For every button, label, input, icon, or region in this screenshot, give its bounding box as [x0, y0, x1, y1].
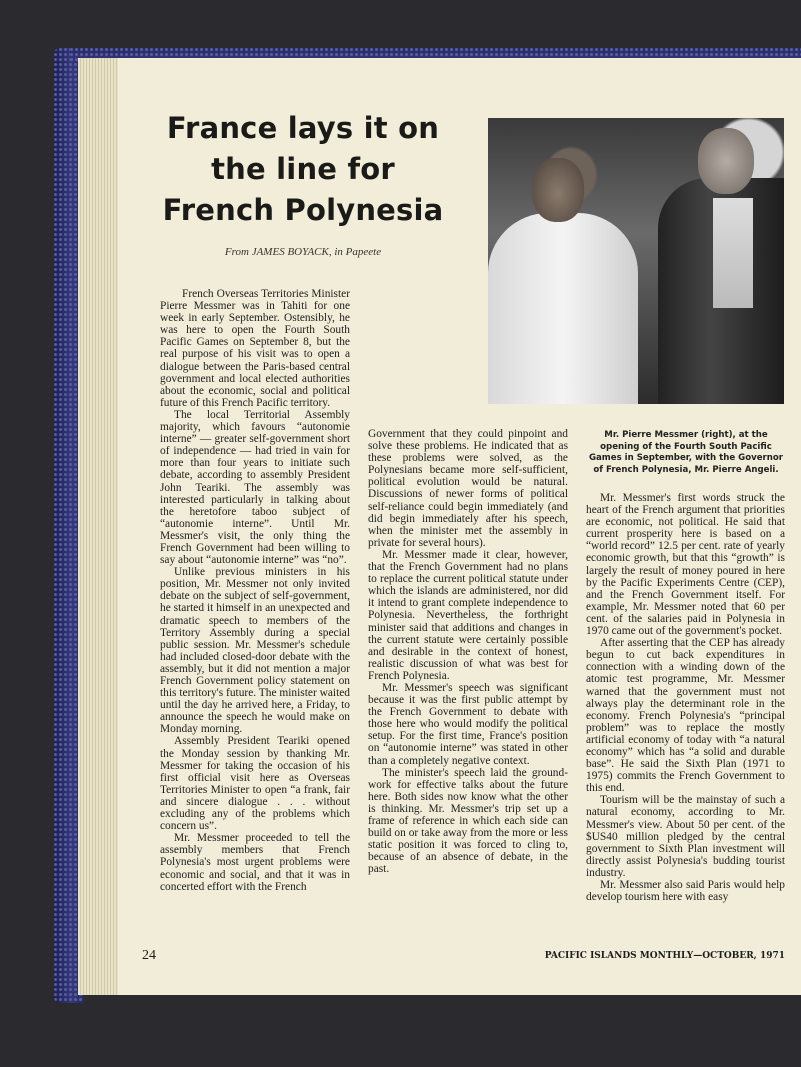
paragraph: Mr. Messmer also said Paris would help develop tourism here with easy — [586, 879, 785, 904]
paragraph: The minister's speech laid the ground-work for effective talks about the future here. Both sides now know what the other is thinking. Mr. Messmer's trip set up a frame of reference in which each side can build on or take away from the more or less static position it was forced to cling to, because of an absence of debate, in the past. — [368, 766, 568, 876]
running-footer: PACIFIC ISLANDS MONTHLY—OCTOBER, 1971 — [544, 951, 785, 961]
photo-head-right — [698, 128, 754, 194]
title-line: the line for — [211, 152, 395, 186]
photo-caption: Mr. Pierre Messmer (right), at the opening of the Fourth South Pacific Games in September, with the Governor of French Polynesia, Mr. Pierre Angeli. — [588, 430, 784, 475]
paragraph: Assembly President Teariki opened the Monday session by thanking Mr. Messmer for taking the occasion of his first official visit here as Overseas Territories Minister to open “a frank, fair and sincere dialogue . . . without excluding any of the problems which concern us”. — [160, 735, 350, 833]
paragraph: Government that they could pinpoint and solve these problems. He indicated that as these problems were solved, as the Polynesians became more self-sufficient, political evolution would be natural. Discussions of newer forms of political self-reliance could begin immediately (and did begin immediately after his speech, when the minister met the assembly in private for several hours). — [368, 428, 568, 549]
text-column-1 — [160, 288, 350, 893]
article-title — [158, 108, 448, 231]
byline: From JAMES BOYACK, in Papeete — [224, 246, 382, 258]
page-number: 24 — [142, 948, 156, 963]
photo-shirt-right — [713, 198, 753, 308]
paragraph: The local Territorial Assembly majority, which favours “autonomie interne” — greater self-government short of independence — had tried in vain for more than four years to initiate such debate, according to assembly President John Teariki. The assembly was interested particularly in talking about the heretofore taboo subject of “autonomie interne”. Until Mr. Messmer's visit, the only thing the French Government had been willing to say about “autonomie interne” was “no”. — [160, 408, 350, 567]
text-column-3 — [586, 492, 785, 903]
paragraph: Mr. Messmer's speech was significant because it was the first public attempt by the French Government to debate with those here who would modify the political setup. For the first time, France's position on “autonomie interne” was stated in other than a completely negative context. — [368, 681, 568, 767]
paragraph: Mr. Messmer proceeded to tell the assembly members that French Polynesia's most urgent problems were economic and social, and that it was in concerted effort with the French — [160, 832, 350, 893]
article-photo — [488, 118, 784, 404]
paragraph: Mr. Messmer made it clear, however, that the French Government had no plans to replace the current political statute under which the islands are administered, nor did it intend to grant complete independence to Polynesia. Nevertheless, the forthright minister said that additions and changes in the current statute were certainly possible and desirable in the context of honest, realistic discussion of what was best for French Polynesia. — [368, 548, 568, 682]
paragraph: Mr. Messmer's first words struck the heart of the French argument that priorities are economic, not political. He said that current prosperity here is based on a “world record” 12.5 per cent. rate of yearly economic growth, but that this “growth” is largely the result of money poured in here by the Pacific Experiments Centre (CEP), and the French Government itself. For example, Mr. Messmer noted that 60 per cent. of the salaries paid in Polynesia in 1970 came out of the government's pocket. — [586, 492, 785, 638]
title-line: French Polynesia — [162, 193, 444, 227]
paragraph: After asserting that the CEP has already begun to cut back expenditures in connection with a winding down of the atomic test programme, Mr. Messmer warned that the government must not always play the determinant role in the economy. French Polynesia's “principal problem” was to replace the mostly artificial economy of today with “a natural economy” which has “a solid and durable base”. He said the Sixth Plan (1971 to 1975) commits the French Government to this end. — [586, 637, 785, 795]
paragraph: French Overseas Territories Minister Pierre Messmer was in Tahiti for one week in early September. Ostensibly, he was here to open the Fourth South Pacific Games on September 8, but the real purpose of his visit was to open a dialogue between the Paris-based central government and local elected authorities about the economic, social and political future of this French Pacific territory. — [160, 288, 350, 409]
photo-figure-left — [488, 213, 638, 404]
paragraph: Unlike previous ministers in his position, Mr. Messmer not only invited debate on the subject of self-government, he started it himself in an unexpected and dramatic speech to members of the Territory Assembly during a special public session. Mr. Messmer's schedule had included closed-door debate with the assembly, but it did not mention a major French Government policy statement on this territory's future. The minister waited until the day he arrived here, a Friday, to announce the speech he would make on Monday morning. — [160, 566, 350, 736]
paragraph: Tourism will be the mainstay of such a natural economy, according to Mr. Messmer's view. About 50 per cent. of the $US40 million pledged by the central government to Sixth Plan investment will directly assist Polynesia's budding tourist industry. — [586, 794, 785, 879]
text-column-2 — [368, 428, 568, 875]
title-line: France lays it on — [166, 111, 440, 145]
photo-head-left — [532, 158, 584, 222]
magazine-page — [118, 58, 801, 995]
page-stack-edge — [78, 58, 122, 995]
